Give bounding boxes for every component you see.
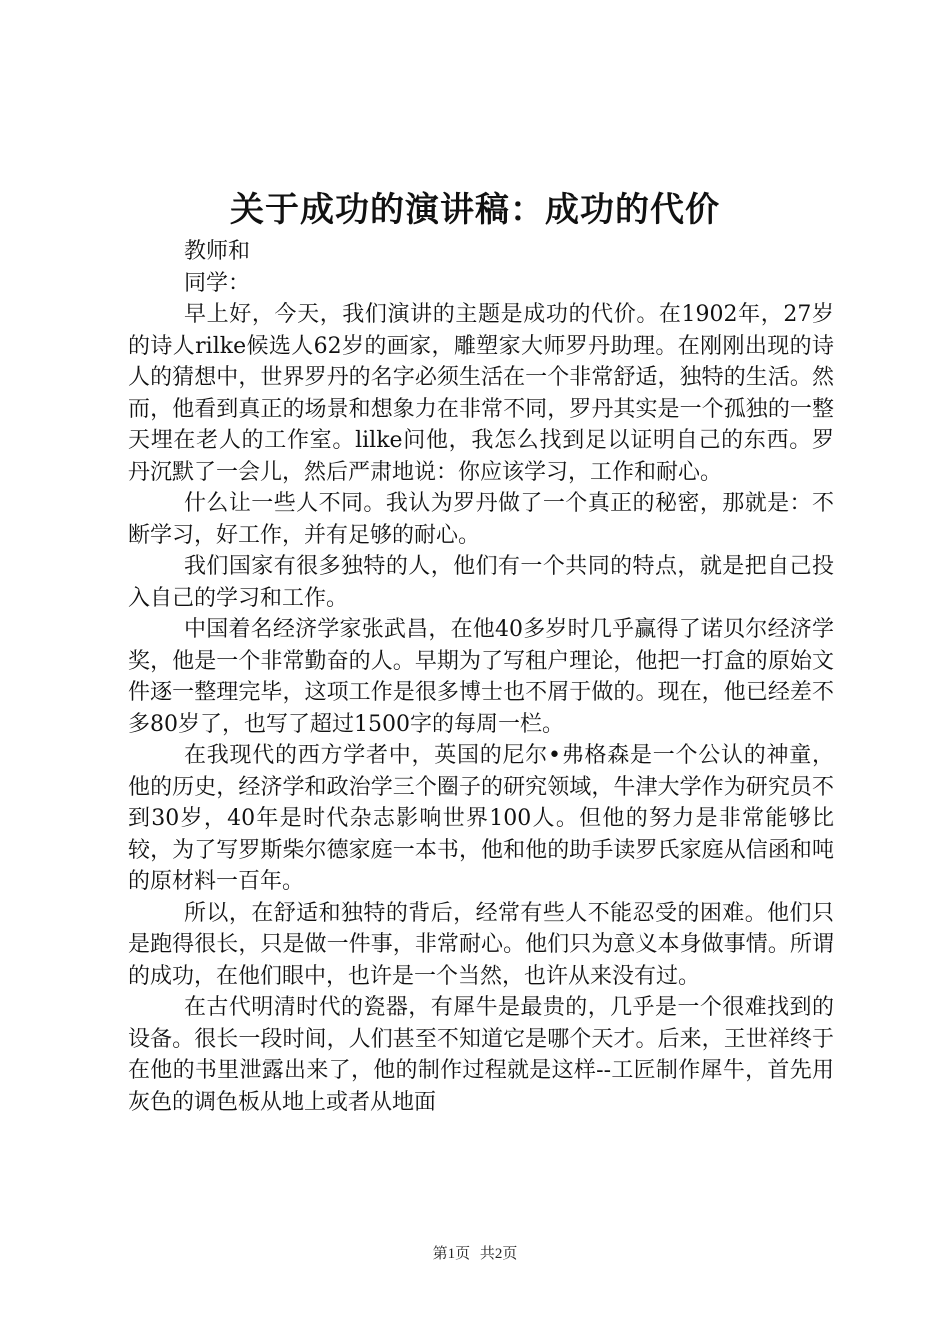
paragraph: 在古代明清时代的瓷器，有犀牛是最贵的，几乎是一个很难找到的设备。很长一段时间，人们甚至不知道它是哪个天才。后来，王世祥终于在他的书里泄露出来了，他的制作过程就是这样--工匠制作犀牛，首先用灰色的调色板从地上或者从地面 — [128, 995, 834, 1115]
page-number-total: 共2页 — [479, 1246, 518, 1262]
page-number-current: 第1页 — [432, 1246, 471, 1262]
paragraph: 在我现代的西方学者中，英国的尼尔•弗格森是一个公认的神童，他的历史，经济学和政治学三个圈子的研究领域，牛津大学作为研究员不到30岁，40年是时代杂志影响世界100人。但他的努力是非常能够比较，为了写罗斯柴尔德家庭一本书，他和他的助手读罗氏家庭从信函和吨的原材料一百年。 — [128, 743, 834, 894]
salutation-line: 教师和 — [184, 239, 251, 264]
document-title: 关于成功的演讲稿：成功的代价 — [230, 190, 720, 230]
paragraph: 所以，在舒适和独特的背后，经常有些人不能忍受的困难。他们只是跑得很长，只是做一件事，非常耐心。他们只为意义本身做事情。所谓的成功，在他们眼中，也许是一个当然，也许从来没有过。 — [128, 900, 834, 989]
paragraph: 早上好，今天，我们演讲的主题是成功的代价。在1902年，27岁的诗人rilke候选人62岁的画家，雕塑家大师罗丹助理。在刚刚出现的诗人的猜想中，世界罗丹的名字必须生活在一个非常舒适，独特的生活。然而，他看到真正的场景和想象力在非常不同，罗丹其实是一个孤独的一整天埋在老人的工作室。lilke问他，我怎么找到足以证明自己的东西。罗丹沉默了一会儿，然后严肃地说：你应该学习，工作和耐心。 — [128, 302, 834, 485]
salutation-line: 同学： — [184, 270, 251, 296]
document-body — [128, 236, 834, 1118]
paragraph: 什么让一些人不同。我认为罗丹做了一个真正的秘密，那就是：不断学习，好工作，并有足够的耐心。 — [128, 491, 834, 548]
paragraph: 我们国家有很多独特的人，他们有一个共同的特点，就是把自己投入自己的学习和工作。 — [128, 554, 834, 611]
paragraph: 中国着名经济学家张武昌，在他40多岁时几乎赢得了诺贝尔经济学奖，他是一个非常勤奋的人。早期为了写租户理论，他把一打盒的原始文件逐一整理完毕，这项工作是很多博士也不屑于做的。现在，他已经差不多80岁了，也写了超过1500字的每周一栏。 — [128, 617, 834, 737]
page-footer — [0, 1244, 950, 1264]
